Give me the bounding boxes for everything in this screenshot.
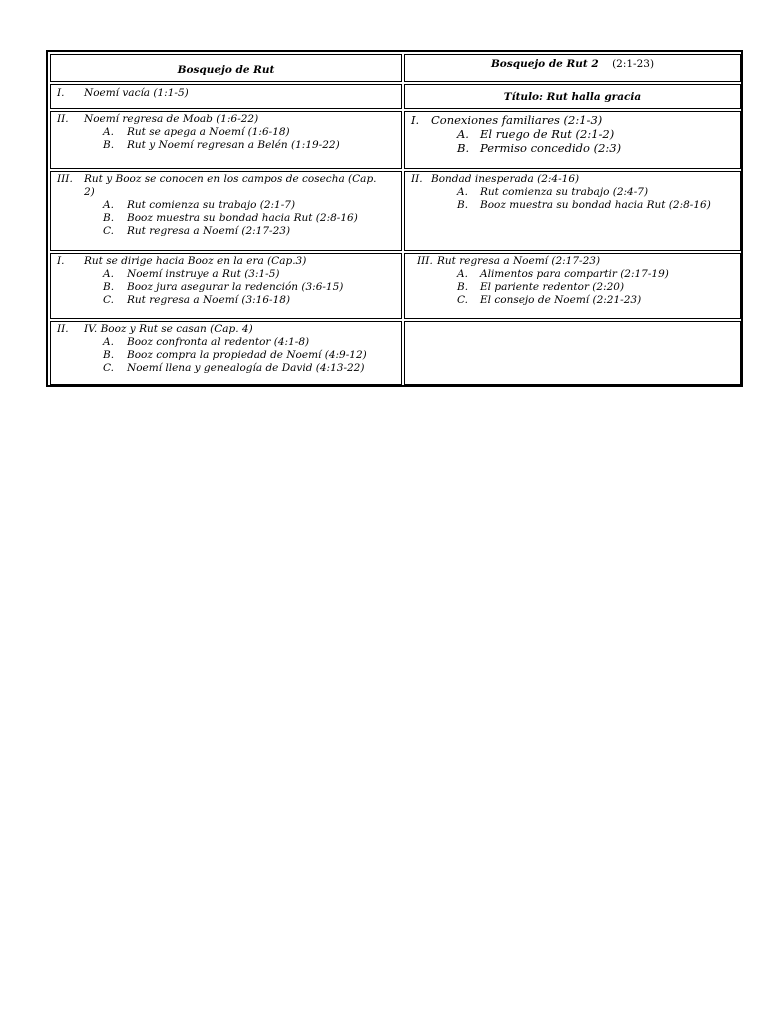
row-numeral: III. — [417, 255, 433, 267]
list-item: Booz jura asegurar la redención (3:6-15) — [127, 281, 344, 293]
list-item-letter: B. — [457, 141, 470, 155]
right-header-title: Bosquejo de Rut 2 — [490, 58, 599, 70]
list-item: Permiso concedido (2:3) — [480, 141, 622, 155]
row-numeral: I. — [57, 255, 65, 267]
list-item: Rut regresa a Noemí (3:16-18) — [127, 294, 291, 306]
row-numeral: II. — [57, 113, 69, 125]
list-item: Alimentos para compartir (2:17-19) — [480, 268, 669, 280]
list-item-letter: A. — [103, 199, 114, 211]
list-item: El ruego de Rut (2:1-2) — [480, 127, 615, 141]
list-item-letter: C. — [103, 225, 114, 237]
right-header-cell — [404, 54, 741, 82]
list-item: Rut comienza su trabajo (2:4-7) — [480, 186, 649, 198]
outline-table — [46, 50, 743, 387]
row-heading: Rut y Booz se conocen en los campos de cosecha (Cap. — [84, 173, 377, 185]
right-empty-cell — [404, 321, 741, 385]
list-item-letter: A. — [457, 186, 468, 198]
list-item-letter: B. — [103, 212, 115, 224]
row-heading: Conexiones familiares (2:1-3) — [431, 113, 603, 127]
list-item-letter: A. — [457, 268, 468, 280]
row-numeral: II. — [411, 173, 423, 185]
right-row-1 — [404, 111, 741, 169]
list-item-letter: B. — [457, 199, 469, 211]
row-numeral: II. — [57, 323, 69, 335]
list-item: El pariente redentor (2:20) — [480, 281, 625, 293]
row-numeral: I. — [411, 113, 420, 127]
row-numeral: I. — [57, 87, 65, 99]
list-item-letter: A. — [103, 336, 114, 348]
left-row-3 — [50, 171, 402, 251]
row-heading: Rut regresa a Noemí (2:17-23) — [437, 255, 601, 267]
list-item-letter: B. — [103, 139, 115, 151]
left-row-2 — [50, 111, 402, 169]
list-item-letter: C. — [457, 294, 468, 306]
left-header-cell — [50, 54, 402, 82]
list-item: Rut se apega a Noemí (1:6-18) — [127, 126, 290, 138]
right-row-3 — [404, 253, 741, 319]
row-heading: IV. Booz y Rut se casan (Cap. 4) — [84, 323, 253, 335]
row-numeral: III. — [57, 173, 73, 185]
list-item-letter: B. — [457, 281, 469, 293]
list-item: Booz confronta al redentor (4:1-8) — [127, 336, 310, 348]
row-heading: Noemí vacía (1:1-5) — [84, 87, 189, 99]
row-heading-cont: 2) — [84, 186, 95, 198]
list-item: Rut y Noemí regresan a Belén (1:19-22) — [127, 139, 340, 151]
list-item: Rut regresa a Noemí (2:17-23) — [127, 225, 291, 237]
right-subtitle: Título: Rut halla gracia — [503, 91, 642, 103]
left-row-4 — [50, 253, 402, 319]
list-item: El consejo de Noemí (2:21-23) — [480, 294, 642, 306]
list-item: Booz muestra su bondad hacia Rut (2:8-16) — [480, 199, 711, 211]
list-item: Noemí instruye a Rut (3:1-5) — [127, 268, 280, 280]
right-row-2 — [404, 171, 741, 251]
list-item-letter: A. — [103, 268, 114, 280]
left-row-1 — [50, 84, 402, 109]
list-item-letter: A. — [457, 127, 469, 141]
list-item: Booz compra la propiedad de Noemí (4:9-12) — [127, 349, 367, 361]
left-header-title: Bosquejo de Rut — [177, 64, 275, 76]
list-item-letter: C. — [103, 362, 114, 374]
row-heading: Rut se dirige hacia Booz en la era (Cap.3) — [84, 255, 307, 267]
right-subtitle-cell — [404, 84, 741, 109]
left-row-5 — [50, 321, 402, 385]
list-item-letter: B. — [103, 349, 115, 361]
list-item: Noemí llena y genealogía de David (4:13-22) — [127, 362, 365, 374]
list-item-letter: B. — [103, 281, 115, 293]
right-header-ref: (2:1-23) — [612, 58, 655, 70]
row-heading: Bondad inesperada (2:4-16) — [431, 173, 580, 185]
list-item: Booz muestra su bondad hacia Rut (2:8-16) — [127, 212, 358, 224]
list-item-letter: A. — [103, 126, 114, 138]
row-heading: Noemí regresa de Moab (1:6-22) — [84, 113, 259, 125]
list-item-letter: C. — [103, 294, 114, 306]
list-item: Rut comienza su trabajo (2:1-7) — [127, 199, 296, 211]
